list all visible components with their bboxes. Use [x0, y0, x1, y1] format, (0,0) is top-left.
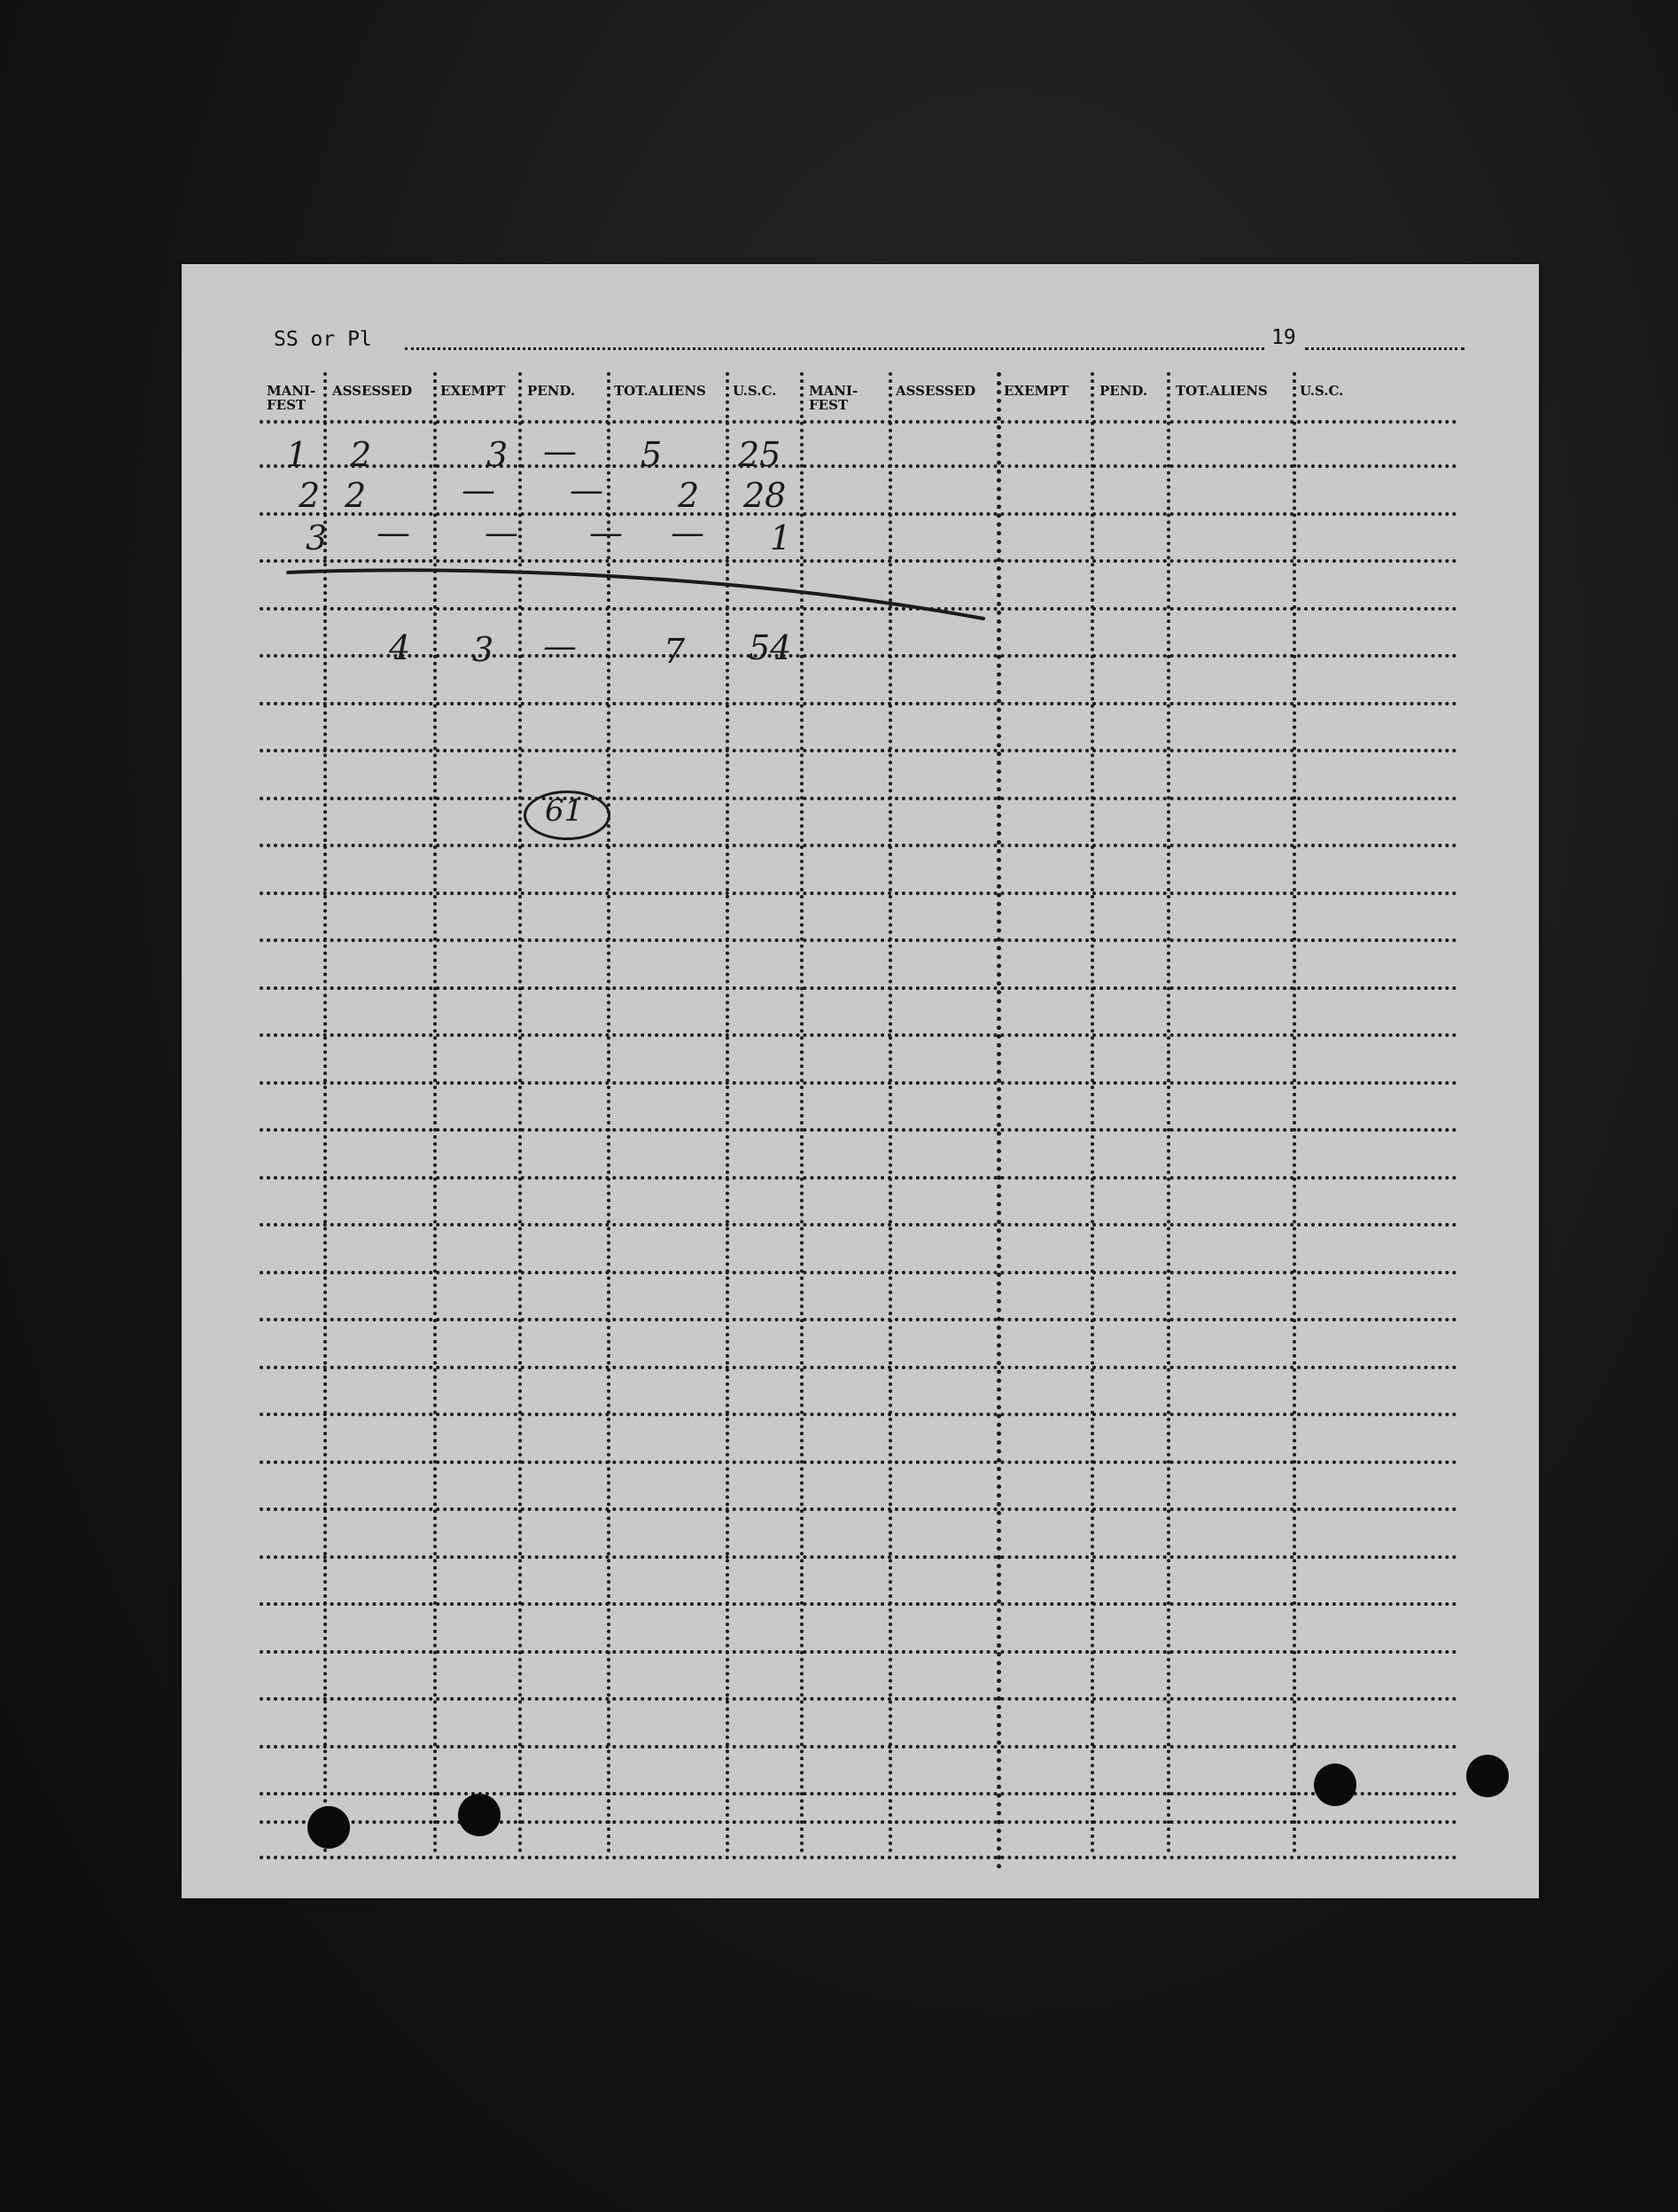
entry-3-pend: —: [589, 513, 623, 552]
total-tot-aliens: 7: [664, 632, 686, 671]
total-usc: 54: [749, 628, 792, 667]
handwritten-sum-line: [182, 264, 1539, 1898]
entry-2-usc: 28: [743, 476, 787, 515]
total-exempt: 3: [472, 630, 494, 669]
entry-1-assessed: 2: [350, 435, 372, 474]
col-header-exempt-left: EXEMPT: [440, 383, 506, 399]
entry-2-assessed: 2: [345, 476, 367, 515]
col-header-manifest-right: MANI- FEST: [809, 383, 858, 413]
entry-1-tot-aliens: 5: [641, 435, 663, 474]
entry-3-assessed: —: [377, 513, 410, 552]
punch-hole: [458, 1794, 501, 1836]
total-assessed: 4: [389, 628, 411, 667]
entry-2-exempt: —: [462, 471, 495, 510]
col-header-tot-aliens-right: TOT.ALIENS: [1176, 383, 1268, 399]
entry-3-exempt: —: [485, 513, 518, 552]
entry-3-tot-aliens: —: [671, 513, 704, 552]
ship-label: SS or Pl: [274, 328, 372, 351]
form-sheet: [182, 264, 1539, 1898]
entry-2-manifest: 2: [299, 476, 321, 515]
total-pend: —: [543, 627, 577, 666]
entry-3-usc: 1: [770, 518, 792, 557]
col-header-usc-left: U.S.C.: [733, 383, 777, 399]
entry-2-tot-aliens: 2: [678, 476, 700, 515]
punch-hole: [1314, 1764, 1356, 1806]
col-header-usc-right: U.S.C.: [1300, 383, 1344, 399]
col-header-exempt-right: EXEMPT: [1004, 383, 1069, 399]
col-header-manifest-left: MANI- FEST: [267, 383, 316, 413]
punch-hole: [307, 1806, 350, 1849]
year-label: 19: [1271, 326, 1296, 349]
entry-3-manifest: 3: [306, 518, 328, 557]
col-header-assessed-right: ASSESSED: [896, 383, 976, 399]
col-header-assessed-left: ASSESSED: [332, 383, 413, 399]
col-header-pend-right: PEND.: [1099, 383, 1148, 399]
entry-1-usc: 25: [738, 435, 781, 474]
grand-total: 61: [545, 793, 584, 829]
entry-1-manifest: 1: [286, 435, 308, 474]
punch-hole: [1466, 1755, 1509, 1797]
col-header-pend-left: PEND.: [527, 383, 576, 399]
entry-2-pend: —: [570, 471, 603, 510]
col-header-tot-aliens-left: TOT.ALIENS: [614, 383, 706, 399]
entry-1-exempt: 3: [486, 435, 509, 474]
entry-1-pend: —: [543, 432, 577, 471]
